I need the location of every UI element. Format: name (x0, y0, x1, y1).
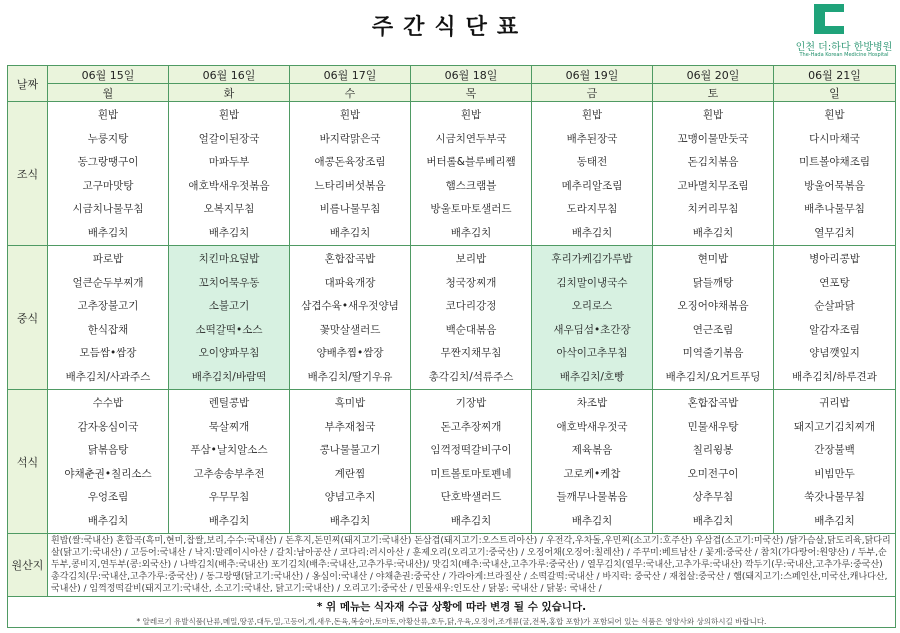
day-date: 06월 20일 (653, 66, 774, 84)
menu-item: 돈고추장찌개 (440, 420, 502, 433)
menu-item: 배추김치/사과주스 (65, 370, 151, 383)
menu-item: 파로밥 (92, 253, 124, 265)
day-date: 06월 18일 (411, 66, 532, 84)
menu-item: 애호박새우젓국 (556, 420, 628, 433)
menu-item: 배추김치 (814, 514, 855, 527)
menu-item: 버터롤&블루베리쨈 (426, 156, 516, 168)
menu-item: 간장불백 (814, 444, 855, 456)
menu-item: 미트볼토마토펜네 (430, 467, 512, 480)
menu-item: 얼갈이된장국 (198, 132, 260, 145)
menu-item: 방울토마토샐러드 (430, 203, 512, 215)
menu-cell (774, 102, 896, 246)
menu-item: 무짠지채무침 (440, 347, 502, 359)
menu-item: 배추김치 (208, 226, 250, 239)
menu-item: 삼겹수육•새우젓양념 (301, 300, 399, 312)
menu-item: 오리로스 (571, 300, 613, 312)
menu-item: 부추재첩국 (324, 420, 376, 433)
menu-item: 도라지무침 (566, 203, 618, 215)
menu-item: 임꺽정떡갈비구이 (430, 444, 512, 456)
weekday-row (8, 84, 896, 102)
menu-cell (774, 246, 896, 390)
menu-item: 칠리윙봉 (692, 444, 734, 456)
menu-item: 배추김치/호빵 (559, 370, 625, 383)
menu-item: 배추김치/요거트푸딩 (665, 370, 761, 383)
menu-item: 소떡갈떡•소스 (195, 323, 263, 336)
page-title: 주간식단표 (371, 15, 529, 40)
menu-item: 치킨마요덮밥 (198, 253, 260, 265)
menu-item: 꽃맛살샐러드 (319, 323, 381, 336)
menu-item: 배추된장국 (566, 132, 618, 145)
day-date: 06월 17일 (290, 66, 411, 84)
day-weekday: 목 (411, 84, 532, 102)
menu-cell (169, 102, 290, 246)
menu-item: 비름나물무침 (319, 203, 381, 215)
menu-item: 배추김치/바람떡 (191, 370, 267, 383)
menu-item: 느타리버섯볶음 (314, 179, 386, 192)
menu-item: 한식잡채 (87, 323, 129, 336)
menu-item: 야채춘권•칠리소스 (64, 467, 152, 480)
menu-item: 배추김치/하루견과 (792, 370, 877, 383)
menu-item: 배추김치 (571, 226, 613, 239)
menu-item: 양념고추지 (324, 491, 376, 503)
menu-item: 얼큰순두부찌개 (72, 276, 144, 289)
menu-cell (290, 102, 411, 246)
meal-label: 조식 (8, 102, 48, 246)
day-weekday: 금 (532, 84, 653, 102)
menu-item: 고추장불고기 (77, 300, 139, 312)
meal-row (8, 390, 896, 534)
menu-item: 현미밥 (697, 253, 729, 265)
menu-item: 흰밥 (460, 109, 482, 121)
menu-item: 보리밥 (455, 253, 487, 265)
menu-cell (169, 246, 290, 390)
menu-item: 들깨무나물볶음 (556, 491, 628, 503)
menu-item: 청국장찌개 (445, 276, 497, 289)
menu-item: 꼬치어묵우동 (198, 276, 260, 289)
menu-item: 배추김치 (208, 514, 250, 527)
menu-item: 시금치나물무침 (72, 203, 144, 215)
menu-item: 혼합잡곡밥 (324, 253, 376, 265)
menu-item: 민물새우탕 (687, 420, 739, 433)
menu-item: 돈김치볶음 (687, 156, 739, 168)
menu-cell (48, 102, 169, 246)
menu-item: 오미전구이 (687, 467, 739, 480)
origin-row (8, 534, 896, 597)
menu-item: 동태전 (576, 156, 608, 168)
menu-item: 양념깻잎지 (809, 347, 860, 359)
menu-cell (290, 246, 411, 390)
menu-item: 고구마맛탕 (82, 179, 134, 192)
notice-cell (8, 597, 896, 628)
menu-item: 메추리알조림 (561, 179, 623, 192)
menu-item: 단호박샐러드 (440, 491, 502, 503)
menu-item: 새우딤섬•초간장 (553, 323, 631, 336)
day-weekday: 월 (48, 84, 169, 102)
origin-label: 원산지 (8, 534, 48, 597)
menu-item: 방울어묵볶음 (804, 179, 865, 192)
menu-item: 시금치연두부국 (435, 132, 507, 145)
menu-item: 고로케•케찹 (563, 467, 621, 480)
menu-item: 흰밥 (218, 109, 240, 121)
hospital-logo (790, 4, 900, 60)
menu-item: 열무김치 (814, 226, 855, 239)
allergy-notice: * 알레르기 유발식품(난류,메밀,땅콩,대두,밀,고등어,게,새우,돈육,복숭아,토마토,아황산류,호두,닭,우육,오징어,조개류(굴,전복,홍합 포함)가 포함되어 있는 식품은 영양사와 상의하시길 바랍니다. (136, 617, 767, 626)
menu-item: 배추김치 (87, 226, 129, 239)
menu-item: 고추송송부추전 (193, 467, 265, 480)
menu-item: 배추김치 (329, 514, 371, 527)
menu-cell (653, 246, 774, 390)
menu-item: 비빔만두 (814, 467, 855, 480)
menu-item: 다시마채국 (809, 132, 860, 145)
menu-item: 미역줄기볶음 (682, 347, 744, 359)
menu-item: 우무무침 (208, 491, 250, 503)
menu-item: 닭볶음탕 (87, 444, 129, 456)
menu-item: 배추김치/딸기우유 (307, 370, 393, 383)
date-row (8, 66, 896, 84)
weekly-menu-table (7, 65, 896, 628)
menu-item: 흰밥 (581, 109, 603, 121)
menu-item: 제육볶음 (571, 444, 613, 456)
notice-main: * 위 메뉴는 식자재 수급 상황에 따라 변경 될 수 있습니다. (316, 601, 587, 613)
menu-item: 계란찜 (334, 467, 366, 480)
menu-item: 치커리무침 (687, 203, 739, 215)
menu-item: 햄스크램블 (445, 179, 497, 192)
day-weekday: 토 (653, 84, 774, 102)
menu-item: 기장밥 (455, 397, 487, 409)
menu-item: 연포탕 (819, 276, 850, 289)
menu-item: 우엉조림 (87, 491, 129, 503)
menu-item: 차조밥 (576, 397, 608, 409)
menu-item: 연근조림 (692, 323, 734, 336)
menu-cell (532, 390, 653, 534)
menu-cell (48, 390, 169, 534)
menu-item: 흰밥 (824, 109, 845, 121)
menu-item: 후리가케김가루밥 (551, 253, 633, 265)
menu-item: 꼬맹이물만둣국 (677, 132, 749, 145)
menu-item: 소불고기 (208, 300, 250, 312)
notice-row (8, 597, 896, 628)
origin-text: 흰밥(쌀:국내산) 혼합곡(흑미,현미,찹쌀,보리,수수:국내산) / 돈후지,돈민찌(돼지고기:국내산) 돈삼겹(돼지고기:오스트리아산) / 우전각,우차돌,우민찌(소고기:호주산) 우삼겹(소고기:미국산) /닭가슴살,닭도리육,닭다리살(닭고기:국내산) / 고등어:국내산 / 낙지:말레이시아산 / 갈치:남아공산 / 코다리:러시아산 / 훈제오리(오리고기:중국산) / 오징어채(오징어:칠레산) / 주꾸미:베트남산 / 꽃게:중국산 / 참치(가다랑어:원양산) / 두부,순두부,콩비지,연두부(콩:외국산) / 나박김치(배추:국내산) 포기김치(배추:국내산,고추가루:국내산)/ 맛김치(배추:국내산,고추가루:중국산) / 열무김치(열무:국내산,고추가루:국내산) 깍두기(무:국내산,고추가루:중국산) 총각김치(무:국내산,고추가루:중국산) / 동그랑땡(닭고기:국내산) / 옹심이:국내산 / 야채춘권:중국산 / 가라아게:브라질산 / 소떡갈떡:국내산 / 바지락: 중국산 / 재첩살:중국산 / 햄(돼지고기:스페인산,미국산,캐나다산,국내산) / 임꺽정떡갈비(돼지고기:국내산, 소고기:국내산, 닭고기:국내산) / 오리고기:중국산 / 민물새우:인도산 / 닭봉: 국내산 / 닭봉: 국내산 / (48, 534, 896, 597)
menu-item: 흰밥 (702, 109, 724, 121)
menu-item: 흰밥 (97, 109, 119, 121)
menu-item: 수수밥 (92, 397, 124, 409)
menu-item: 오징어야채볶음 (677, 300, 749, 312)
menu-item: 배추김치 (692, 514, 734, 527)
menu-item: 푸삼•날치알소스 (190, 444, 268, 456)
menu-item: 대파육개장 (324, 276, 376, 289)
hospital-name: 인천 더:하다 한방병원 (795, 42, 893, 53)
day-date: 06월 16일 (169, 66, 290, 84)
menu-cell (169, 390, 290, 534)
meal-row (8, 102, 896, 246)
menu-cell (532, 246, 653, 390)
menu-cell (48, 246, 169, 390)
menu-item: 배추김치 (450, 226, 492, 239)
menu-item: 쑥갓나물무침 (804, 491, 865, 503)
menu-item: 배추나물무침 (804, 203, 865, 215)
day-date: 06월 21일 (774, 66, 896, 84)
day-weekday: 화 (169, 84, 290, 102)
menu-item: 미트볼야채조림 (798, 156, 870, 168)
menu-item: 콩나물불고기 (319, 444, 381, 456)
menu-item: 병아리콩밥 (809, 253, 860, 265)
menu-item: 돼지고기김치찌개 (793, 420, 876, 433)
meal-label: 중식 (8, 246, 48, 390)
menu-item: 동그랑땡구이 (77, 156, 139, 168)
menu-cell (774, 390, 896, 534)
menu-item: 코다리강정 (445, 300, 497, 312)
menu-item: 김치말이냉국수 (556, 276, 628, 289)
menu-cell (532, 102, 653, 246)
menu-item: 배추김치 (571, 514, 613, 527)
menu-item: 알감자조림 (809, 323, 860, 336)
menu-item: 순살파닭 (814, 300, 855, 312)
menu-cell (653, 102, 774, 246)
menu-item: 배추김치 (450, 514, 492, 527)
menu-item: 아삭이고추무침 (556, 347, 628, 359)
menu-item: 흰밥 (339, 109, 361, 121)
day-weekday: 일 (774, 84, 896, 102)
menu-item: 총각김치/석류주스 (428, 370, 514, 383)
menu-item: 혼합잡곡밥 (687, 397, 739, 409)
menu-item: 상추무침 (692, 491, 734, 503)
menu-item: 배추김치 (87, 514, 129, 527)
menu-item: 배추김치 (692, 226, 734, 239)
menu-item: 마파두부 (208, 156, 250, 168)
menu-item: 닭들깨탕 (692, 276, 734, 289)
menu-item: 배추김치 (329, 226, 371, 239)
menu-item: 애호박새우젓볶음 (188, 179, 270, 192)
menu-item: 고바멸치무조림 (677, 179, 749, 192)
menu-item: 묵살찌개 (208, 420, 250, 433)
menu-cell (411, 390, 532, 534)
menu-cell (653, 390, 774, 534)
menu-item: 바지락맑은국 (319, 132, 381, 145)
meal-row (8, 246, 896, 390)
meal-label: 석식 (8, 390, 48, 534)
date-label: 날짜 (8, 66, 48, 102)
menu-item: 오이양파무침 (198, 347, 260, 359)
menu-item: 흑미밥 (334, 397, 366, 409)
menu-item: 양배추찜•쌈장 (316, 347, 384, 359)
day-date: 06월 19일 (532, 66, 653, 84)
menu-item: 백순대볶음 (445, 323, 497, 336)
menu-item: 애콩돈육장조림 (314, 156, 386, 168)
menu-cell (411, 102, 532, 246)
menu-item: 누룽지탕 (87, 132, 129, 145)
menu-item: 오복지무침 (203, 203, 255, 215)
day-date: 06월 15일 (48, 66, 169, 84)
menu-cell (290, 390, 411, 534)
menu-item: 렌틸콩밥 (208, 397, 250, 409)
menu-item: 귀리밥 (819, 397, 850, 409)
menu-cell (411, 246, 532, 390)
hospital-logo-icon (814, 4, 844, 34)
menu-item: 감자옹심이국 (77, 420, 139, 433)
day-weekday: 수 (290, 84, 411, 102)
hospital-subtitle: The-Hada Korean Medicine Hospital (799, 52, 889, 58)
menu-item: 모듬쌈•쌈장 (79, 347, 137, 359)
